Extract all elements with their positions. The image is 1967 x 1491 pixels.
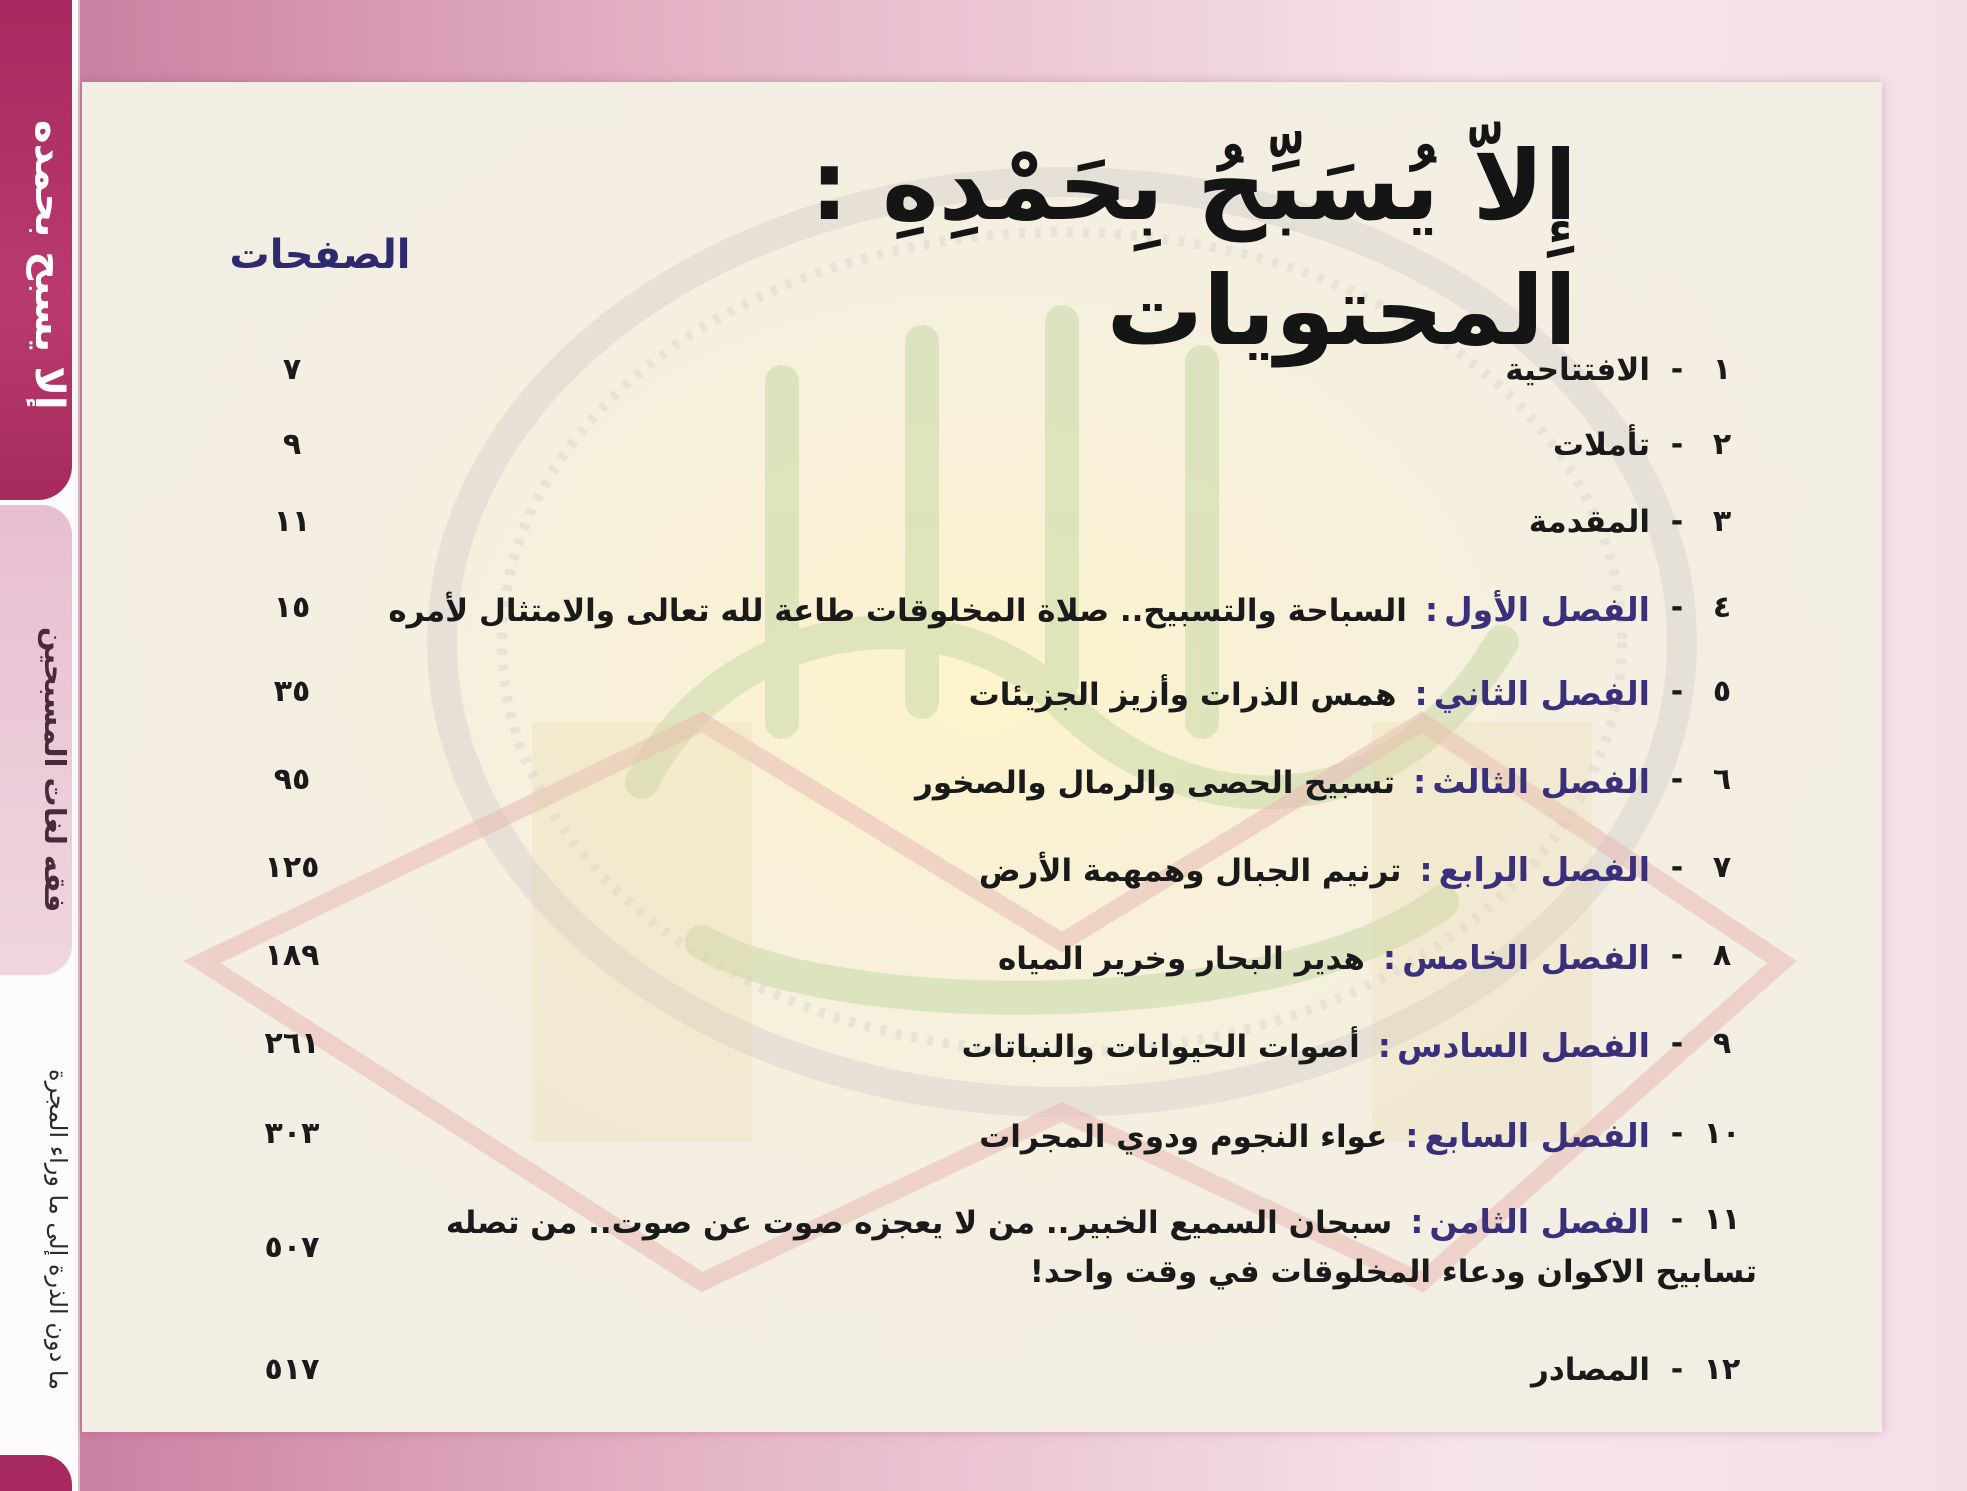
toc-number: ٣: [1712, 504, 1732, 539]
book-spine: [0, 0, 80, 1491]
toc-dash: -: [1670, 1026, 1684, 1061]
toc-separator: :: [1412, 762, 1427, 801]
toc-dash: -: [1670, 590, 1684, 625]
toc-chapter-name: المقدمة: [1528, 504, 1650, 540]
toc-chapter-title: أصوات الحيوانات والنباتات: [961, 1029, 1360, 1065]
toc-page-number: ٧: [282, 352, 302, 387]
toc-number: ٨: [1712, 938, 1732, 973]
toc-entry-label: [380, 427, 1650, 463]
toc-chapter-name: الفصل الثامن: [1429, 1202, 1650, 1241]
toc-number: ٩: [1712, 1026, 1732, 1061]
page-title: إِلاّ يُسَبِّحُ بِحَمْدِهِ : المحتويات: [810, 130, 1577, 367]
toc-dash: -: [1670, 504, 1684, 539]
toc-entry-label: [380, 1202, 1650, 1241]
toc-chapter-name: الفصل الخامس: [1402, 938, 1650, 977]
toc-dash: -: [1670, 427, 1684, 462]
spine-title: إلا يسبح بحمده: [26, 120, 72, 410]
toc-separator: :: [1414, 674, 1428, 713]
spine-subtitle: فقه لغات المسبحين: [38, 627, 72, 913]
toc-entry-label: [380, 1026, 1650, 1065]
toc-chapter-title: السباحة والتسبيح.. صلاة المخلوقات طاعة لله تعالى والامتثال لأمره: [388, 593, 1407, 629]
toc-chapter-title-line2: تسابيح الاكوان ودعاء المخلوقات في وقت واحد!: [1029, 1254, 1757, 1290]
toc-entry-label: [380, 762, 1650, 801]
toc-separator: :: [1377, 1026, 1391, 1065]
toc-page-number: ١٢٥: [264, 850, 320, 885]
toc-dash: -: [1670, 762, 1684, 797]
toc-dash: -: [1670, 1352, 1684, 1387]
toc-chapter-name: الفصل السادس: [1396, 1026, 1650, 1065]
toc-chapter-title: عواء النجوم ودوي المجرات: [979, 1119, 1388, 1155]
toc-dash: -: [1670, 674, 1684, 709]
toc-entry-label: [380, 938, 1650, 977]
toc-chapter-name: المصادر: [1531, 1352, 1650, 1388]
toc-page-number: ٥١٧: [264, 1352, 320, 1387]
toc-page-number: ٣٥: [273, 674, 311, 709]
toc-entry-label: [380, 1352, 1650, 1388]
toc-number: ١٢: [1703, 1352, 1741, 1387]
toc-number: ١٠: [1703, 1116, 1741, 1151]
toc-separator: :: [1419, 850, 1433, 889]
toc-chapter-title: هدير البحار وخرير المياه: [998, 941, 1365, 977]
toc-number: ٧: [1712, 850, 1732, 885]
spine-bottom-cap: [0, 1455, 72, 1491]
toc-entry-label: [380, 1116, 1650, 1155]
toc-page-number: ٣٠٣: [264, 1116, 320, 1151]
toc-dash: -: [1670, 1116, 1684, 1151]
toc-chapter-name: الفصل الرابع: [1438, 850, 1650, 889]
toc-page-number: ١٥: [273, 590, 311, 625]
toc-chapter-title: سبحان السميع الخبير.. من لا يعجزه صوت عن صوت.. من تصله: [445, 1205, 1393, 1241]
toc-chapter-title: تسبيح الحصى والرمال والصخور: [914, 765, 1395, 801]
toc-page-number: ٥٠٧: [264, 1230, 320, 1265]
contents-page: [82, 82, 1882, 1432]
toc-number: ٤: [1712, 590, 1732, 625]
toc-page-number: ١٨٩: [264, 938, 320, 973]
toc-entry-label: [380, 352, 1650, 388]
toc-chapter-name: تأملات: [1552, 427, 1650, 463]
toc-chapter-title: همس الذرات وأزيز الجزيئات: [968, 677, 1397, 713]
toc-number: ١: [1712, 352, 1732, 387]
toc-entry-label: [380, 590, 1650, 629]
toc-dash: -: [1670, 1202, 1684, 1237]
toc-page-number: ١١: [273, 504, 311, 539]
toc-chapter-name: الفصل الثاني: [1433, 674, 1650, 713]
toc-chapter-name: الفصل الثالث: [1432, 762, 1650, 801]
toc-number: ٥: [1712, 674, 1732, 709]
toc-separator: :: [1405, 1116, 1419, 1155]
toc-entry-label: [380, 674, 1650, 713]
toc-entry-label: [380, 504, 1650, 540]
toc-separator: :: [1382, 938, 1397, 977]
toc-chapter-title: ترنيم الجبال وهمهمة الأرض: [978, 853, 1402, 889]
toc-dash: -: [1670, 938, 1684, 973]
table-of-contents: [82, 82, 1882, 1432]
spine-footer: ما دون الذرة إلى ما وراء المجرة: [44, 1069, 72, 1391]
toc-chapter-name: الفصل الأول: [1444, 590, 1650, 629]
pages-column-header: الصفحات: [229, 232, 411, 278]
toc-number: ٦: [1712, 762, 1732, 797]
toc-page-number: ٢٦١: [264, 1026, 320, 1061]
toc-number: ١١: [1703, 1202, 1741, 1237]
toc-separator: :: [1424, 590, 1439, 629]
toc-page-number: ٩٥: [273, 762, 311, 797]
toc-page-number: ٩: [282, 427, 302, 462]
toc-entry-label: [380, 850, 1650, 889]
toc-chapter-name: الفصل السابع: [1424, 1116, 1650, 1155]
toc-dash: -: [1670, 850, 1684, 885]
toc-dash: -: [1670, 352, 1684, 387]
toc-chapter-name: الافتتاحية: [1505, 352, 1650, 388]
toc-separator: :: [1410, 1202, 1424, 1241]
toc-number: ٢: [1712, 427, 1732, 462]
